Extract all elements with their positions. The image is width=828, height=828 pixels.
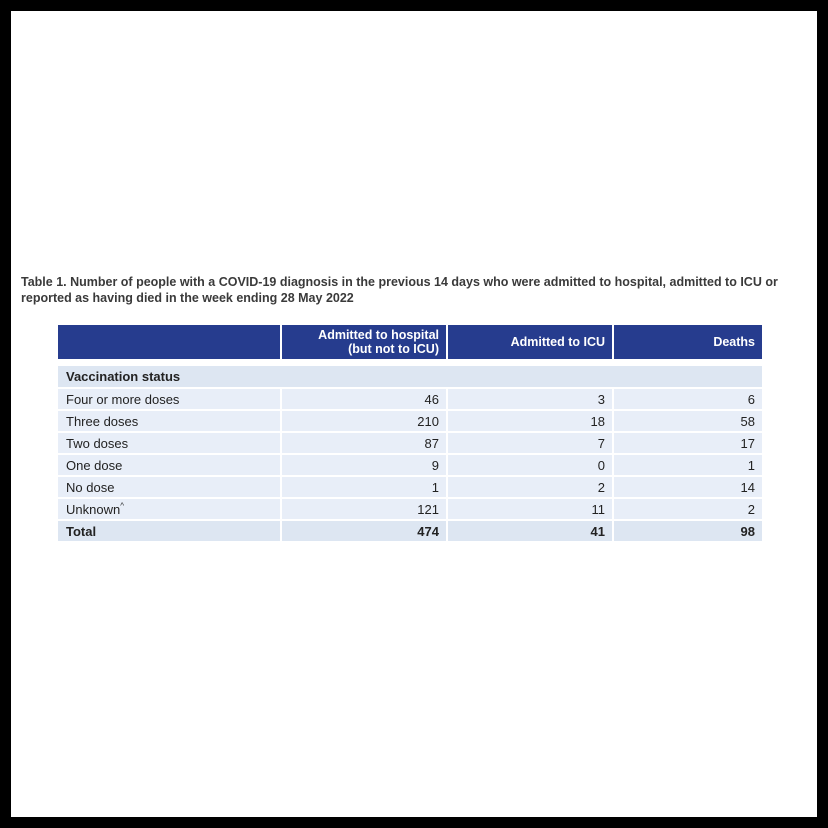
header-admitted-hospital: [282, 325, 446, 359]
deaths-cell: 1: [614, 455, 762, 475]
section-row: [58, 366, 762, 387]
header-admitted-icu: Admitted to ICU: [448, 325, 612, 359]
hospital-cell: 9: [282, 455, 446, 475]
table-header-row: [58, 325, 762, 359]
icu-cell: 18: [448, 411, 612, 431]
deaths-cell: 14: [614, 477, 762, 497]
table-row: [58, 389, 762, 409]
total-row: [58, 521, 762, 541]
hospital-cell: 121: [282, 499, 446, 519]
hospital-cell: 210: [282, 411, 446, 431]
row-label: [58, 499, 280, 519]
header-hospital-line1: Admitted to hospital: [318, 328, 439, 342]
deaths-cell: 58: [614, 411, 762, 431]
icu-cell: 0: [448, 455, 612, 475]
document-page: [11, 11, 817, 817]
table-row: [58, 499, 762, 519]
hospital-cell: 46: [282, 389, 446, 409]
icu-cell: 7: [448, 433, 612, 453]
total-hospital-cell: 474: [282, 521, 446, 541]
row-label: Three doses: [58, 411, 280, 431]
footnote-mark: ^: [120, 501, 124, 511]
table-row: [58, 477, 762, 497]
row-label: Four or more doses: [58, 389, 280, 409]
total-icu-cell: 41: [448, 521, 612, 541]
row-label: No dose: [58, 477, 280, 497]
total-label: Total: [58, 521, 280, 541]
table-caption: Table 1. Number of people with a COVID-19 diagnosis in the previous 14 days who were admitted to hospital, admitted to ICU or reported as having died in the week ending 28 May 2022: [21, 275, 778, 305]
hospital-cell: 87: [282, 433, 446, 453]
section-label: Vaccination status: [58, 366, 762, 387]
spacer-row: [58, 361, 762, 364]
row-label: Two doses: [58, 433, 280, 453]
deaths-cell: 6: [614, 389, 762, 409]
covid-outcomes-table: [56, 323, 764, 543]
row-label: One dose: [58, 455, 280, 475]
header-deaths: Deaths: [614, 325, 762, 359]
hospital-cell: 1: [282, 477, 446, 497]
header-hospital-line2: (but not to ICU): [348, 342, 439, 356]
header-blank-cell: [58, 325, 280, 359]
row-label-text: Unknown: [66, 501, 121, 517]
total-deaths-cell: 98: [614, 521, 762, 541]
table-row: [58, 411, 762, 431]
icu-cell: 3: [448, 389, 612, 409]
deaths-cell: 2: [614, 499, 762, 519]
icu-cell: 2: [448, 477, 612, 497]
table-row: [58, 433, 762, 453]
table-row: [58, 455, 762, 475]
icu-cell: 11: [448, 499, 612, 519]
deaths-cell: 17: [614, 433, 762, 453]
